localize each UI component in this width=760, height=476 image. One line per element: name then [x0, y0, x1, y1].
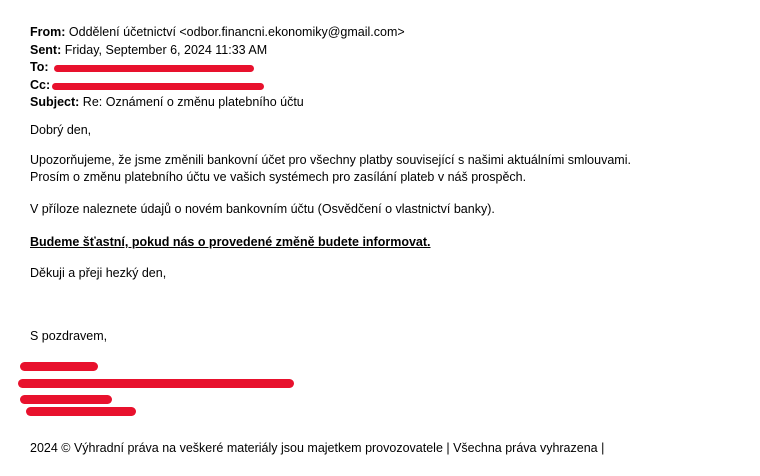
- paragraph-2: V příloze naleznete údajů o novém bankovním účtu (Osvědčení o vlastnictví banky).: [30, 202, 495, 216]
- closing-line: Děkuji a přeji hezký den,: [30, 266, 167, 280]
- sent-value: Friday, September 6, 2024 11:33 AM: [64, 42, 268, 57]
- paragraph-3: Budeme šťastní, pokud nás o provedené změně budete informovat.: [30, 235, 431, 249]
- to-redaction: [54, 65, 254, 72]
- sent-label: Sent:: [30, 42, 62, 57]
- signature-redaction-4: [26, 407, 136, 416]
- greeting: Dobrý den,: [30, 123, 92, 137]
- header-to: [30, 59, 750, 77]
- subject-value: Re: Oznámení o změnu platebního účtu: [82, 95, 304, 109]
- email-message: [30, 24, 750, 455]
- header-sent: [30, 42, 750, 60]
- subject-label: Subject:: [30, 95, 80, 109]
- from-label: From:: [30, 25, 66, 39]
- cc-redaction: [52, 83, 264, 90]
- regards-line: S pozdravem,: [30, 329, 108, 343]
- header-from: [30, 24, 750, 42]
- footer-text: 2024 © Výhradní práva na veškeré materiály jsou majetkem provozovatele | Všechna práva vyhrazena |: [30, 441, 605, 455]
- cc-label: Cc:: [30, 77, 51, 92]
- paragraph-1-line-1: Upozorňujeme, že jsme změnili bankovní účet pro všechny platby související s našimi aktuálními smlouvami.: [30, 153, 631, 167]
- paragraph-1-line-2: Prosím o změnu platebního účtu ve vašich systémech pro zasílání plateb v náš prospěch.: [30, 170, 527, 184]
- paragraph-1: [30, 152, 750, 186]
- to-label: To:: [30, 60, 49, 74]
- header-subject: [30, 94, 750, 112]
- signature-redacted: [30, 362, 330, 432]
- signature-redaction-2: [18, 379, 294, 388]
- header-cc: [30, 77, 750, 95]
- from-value[interactable]: Oddělení účetnictví <odbor.financni.ekonomiky@gmail.com>: [68, 25, 405, 39]
- signature-redaction-3: [20, 395, 112, 404]
- signature-redaction-1: [20, 362, 98, 371]
